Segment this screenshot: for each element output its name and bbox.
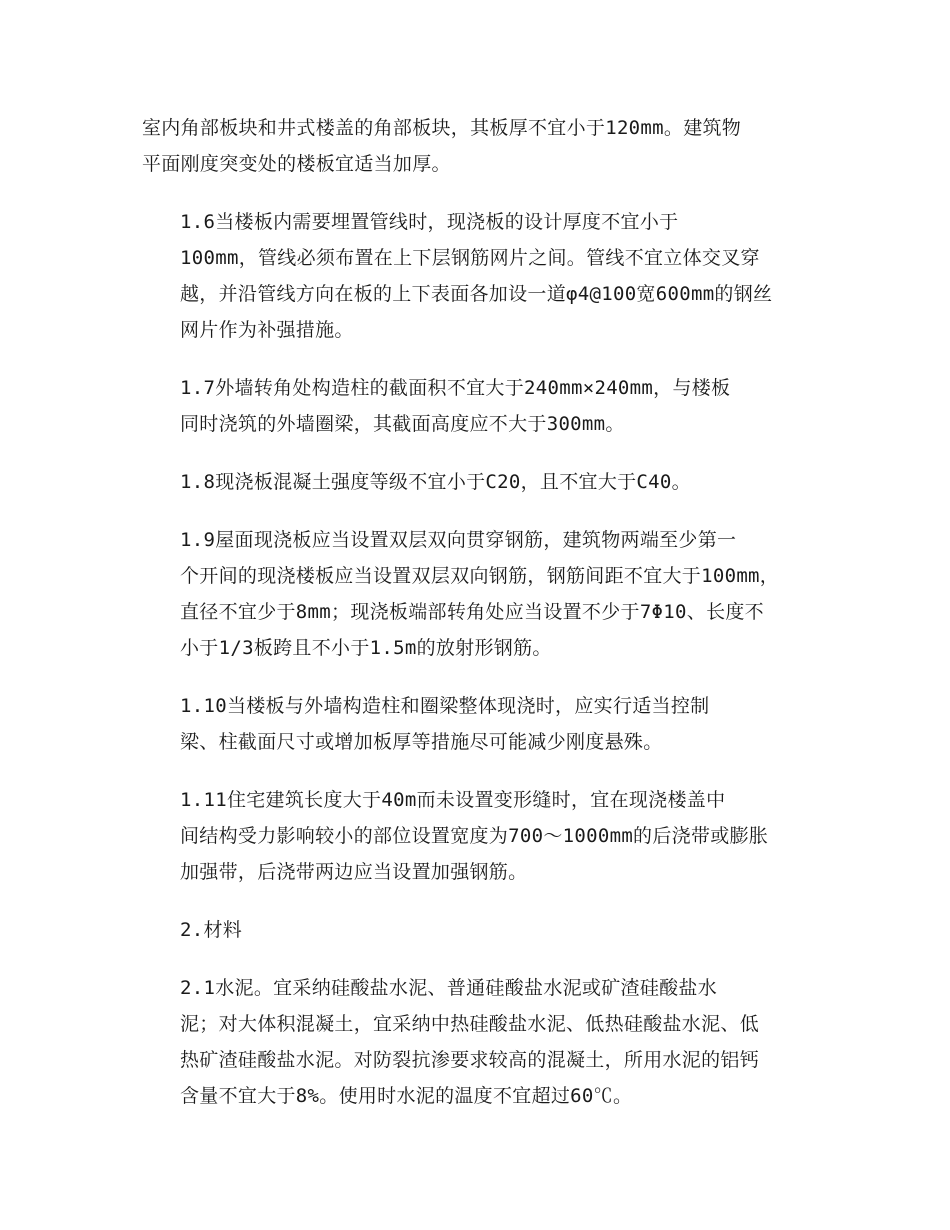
paragraph xyxy=(142,912,814,948)
text-line: 热矿渣硅酸盐水泥。对防裂抗渗要求较高的混凝土，所用水泥的铝钙 xyxy=(180,1049,760,1071)
paragraph xyxy=(142,204,814,348)
text-line: 2.材料 xyxy=(180,919,243,941)
paragraph xyxy=(142,522,814,666)
text-line: 1.11住宅建筑长度大于40m而未设置变形缝时，宜在现浇楼盖中 xyxy=(180,789,726,811)
paragraph xyxy=(142,782,814,890)
text-line: 室内角部板块和井式楼盖的角部板块，其板厚不宜小于120mm。建筑物 xyxy=(142,117,742,139)
paragraph xyxy=(142,688,814,760)
text-line: 间结构受力影响较小的部位设置宽度为700～1000mm的后浇带或膨胀 xyxy=(180,825,769,847)
text-line: 2.1水泥。宜采纳硅酸盐水泥、普通硅酸盐水泥或矿渣硅酸盐水 xyxy=(180,977,718,999)
text-line: 小于1/3板跨且不小于1.5m的放射形钢筋。 xyxy=(180,637,552,659)
paragraph xyxy=(142,370,814,442)
text-line: 直径不宜少于8mm；现浇板端部转角处应当设置不少于7Φ10、长度不 xyxy=(180,601,764,623)
text-line: 1.8现浇板混凝土强度等级不宜小于C20，且不宜大于C40。 xyxy=(180,471,691,493)
paragraph xyxy=(142,464,814,500)
text-line: 1.7外墙转角处构造柱的截面积不宜大于240mm×240mm，与楼板 xyxy=(180,377,731,399)
text-line: 平面刚度突变处的楼板宜适当加厚。 xyxy=(142,153,451,175)
text-line: 1.6当楼板内需要埋置管线时，现浇板的设计厚度不宜小于 xyxy=(180,211,679,233)
text-line: 1.10当楼板与外墙构造柱和圈梁整体现浇时，应实行适当控制 xyxy=(180,695,710,717)
text-line: 个开间的现浇楼板应当设置双层双向钢筋，钢筋间距不宜大于100mm， xyxy=(180,565,780,587)
text-line: 含量不宜大于8%。使用时水泥的温度不宜超过60℃。 xyxy=(180,1085,633,1107)
paragraph xyxy=(142,970,814,1114)
text-line: 1.9屋面现浇板应当设置双层双向贯穿钢筋，建筑物两端至少第一 xyxy=(180,529,737,551)
text-line: 加强带，后浇带两边应当设置加强钢筋。 xyxy=(180,861,528,883)
text-line: 越，并沿管线方向在板的上下表面各加设一道φ4@100宽600mm的钢丝 xyxy=(180,283,773,305)
paragraph xyxy=(142,110,814,182)
text-line: 100mm，管线必须布置在上下层钢筋网片之间。管线不宜立体交叉穿 xyxy=(180,247,760,269)
text-line: 同时浇筑的外墙圈梁，其截面高度应不大于300mm。 xyxy=(180,413,625,435)
text-line: 网片作为补强措施。 xyxy=(180,319,354,341)
text-line: 泥；对大体积混凝土，宜采纳中热硅酸盐水泥、低热硅酸盐水泥、低 xyxy=(180,1013,760,1035)
text-line: 梁、柱截面尺寸或增加板厚等措施尽可能减少刚度悬殊。 xyxy=(180,731,663,753)
document-body xyxy=(142,110,814,1136)
